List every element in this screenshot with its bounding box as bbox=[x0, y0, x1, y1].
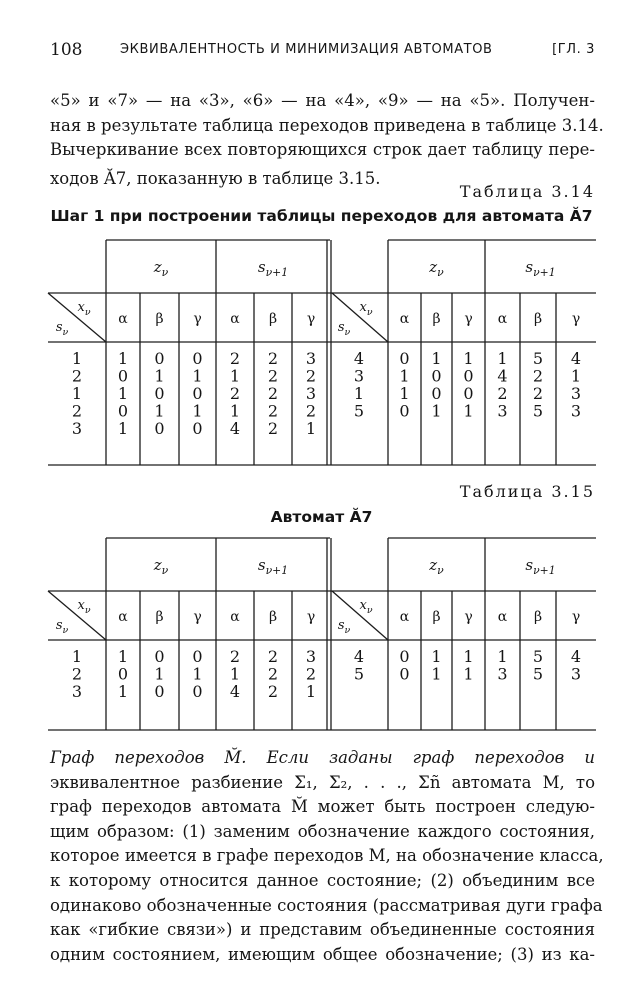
cell-next-state: 4 bbox=[229, 419, 241, 438]
cell-output: 1 bbox=[117, 682, 129, 701]
input-symbol: β bbox=[155, 311, 164, 327]
cell-output: 1 bbox=[431, 349, 442, 368]
header-output: $z_\nu$ bbox=[153, 258, 169, 279]
cell-state: 3 bbox=[71, 419, 83, 438]
cell-output: 0 bbox=[463, 366, 474, 386]
cell-next-state: 2 bbox=[267, 419, 279, 438]
cell-output: 1 bbox=[399, 384, 410, 403]
text-line: «5» и «7» — на «3», «6» — на «4», «9» — на «5». Получен- bbox=[50, 91, 595, 110]
cell-output: 1 bbox=[463, 647, 474, 666]
header-output: $z_\nu$ bbox=[153, 556, 169, 577]
header-next-state: $s_{\nu+1}$ bbox=[257, 556, 289, 577]
cell-output: 1 bbox=[463, 401, 474, 421]
cell-state: 2 bbox=[71, 401, 83, 421]
corner-label-state: $s_\nu$ bbox=[337, 618, 351, 636]
header-output: $z_\nu$ bbox=[429, 258, 444, 279]
input-symbol: β bbox=[432, 311, 441, 327]
input-symbol: γ bbox=[193, 609, 202, 625]
cell-next-state: 3 bbox=[497, 664, 508, 684]
cell-output: 1 bbox=[463, 664, 474, 684]
cell-state: 1 bbox=[71, 384, 83, 403]
cell-next-state: 3 bbox=[305, 384, 317, 403]
cell-output: 0 bbox=[117, 366, 129, 386]
input-symbol: γ bbox=[306, 311, 316, 327]
cell-output: 1 bbox=[192, 366, 203, 386]
cell-output: 1 bbox=[399, 366, 410, 386]
cell-output: 1 bbox=[117, 349, 129, 368]
cell-state: 1 bbox=[71, 647, 83, 666]
cell-next-state: 5 bbox=[532, 349, 544, 368]
cell-output: 1 bbox=[431, 647, 442, 666]
cell-next-state: 2 bbox=[229, 647, 241, 666]
table-caption: Таблица 3.14 bbox=[459, 182, 595, 201]
cell-next-state: 1 bbox=[570, 366, 582, 386]
text-line: щим образом: (1) заменим обозначение каждого состояния, bbox=[50, 821, 595, 841]
cell-output: 0 bbox=[399, 349, 410, 368]
intro-paragraph bbox=[50, 89, 604, 191]
cell-output: 0 bbox=[192, 647, 203, 666]
cell-output: 1 bbox=[117, 647, 129, 666]
cell-output: 0 bbox=[431, 366, 442, 386]
cell-state: 3 bbox=[71, 682, 83, 701]
cell-output: 0 bbox=[399, 664, 410, 684]
cell-output: 0 bbox=[192, 419, 203, 438]
input-symbol: α bbox=[497, 311, 508, 327]
cell-next-state: 1 bbox=[229, 366, 241, 386]
cell-output: 0 bbox=[192, 384, 203, 403]
text-line bbox=[50, 746, 595, 771]
input-symbol: α bbox=[118, 311, 128, 327]
corner-label-input: $x_\nu$ bbox=[359, 300, 373, 318]
cell-output: 0 bbox=[399, 647, 410, 666]
input-symbol: γ bbox=[464, 311, 473, 327]
text-line: как «гибкие связи») и представим объединенные состояния bbox=[50, 920, 595, 940]
table-title: Шаг 1 при построении таблицы переходов для автомата Ă7 bbox=[50, 207, 593, 225]
table-caption: Таблица 3.15 bbox=[459, 482, 595, 501]
corner-label-input: $x_\nu$ bbox=[359, 598, 373, 616]
cell-next-state: 2 bbox=[267, 401, 279, 421]
text-line: граф переходов автомата M̆ может быть построен следую- bbox=[50, 797, 595, 817]
input-symbol: α bbox=[399, 311, 410, 327]
cell-next-state: 4 bbox=[497, 366, 508, 386]
input-symbol: β bbox=[268, 609, 278, 625]
header-next-state: $s_{\nu+1}$ bbox=[257, 258, 289, 279]
input-symbol: α bbox=[230, 609, 240, 625]
text-line: которое имеется в графе переходов M, на обозначение класса, bbox=[50, 846, 604, 866]
header-next-state: $s_{\nu+1}$ bbox=[525, 556, 556, 577]
transition-table-3-14 bbox=[0, 230, 643, 470]
page-number: 108 bbox=[50, 40, 83, 60]
cell-state: 5 bbox=[353, 401, 365, 421]
cell-next-state: 2 bbox=[305, 664, 317, 684]
input-symbol: γ bbox=[571, 609, 581, 625]
transition-table-3-15 bbox=[0, 530, 643, 740]
cell-state: 5 bbox=[353, 664, 365, 684]
cell-output: 1 bbox=[431, 401, 442, 421]
cell-output: 0 bbox=[431, 384, 442, 403]
cell-next-state: 2 bbox=[267, 647, 279, 666]
cell-next-state: 2 bbox=[305, 366, 317, 386]
cell-next-state: 1 bbox=[497, 349, 508, 368]
cell-output: 0 bbox=[463, 384, 474, 403]
header-output: $z_\nu$ bbox=[429, 556, 444, 577]
cell-next-state: 4 bbox=[229, 682, 241, 701]
cell-output: 0 bbox=[117, 664, 129, 684]
cell-next-state: 3 bbox=[570, 401, 582, 421]
text-line: ходов Ă7, показанную в таблице 3.15. bbox=[50, 168, 381, 188]
cell-state: 3 bbox=[353, 366, 365, 386]
cell-state: 4 bbox=[353, 349, 365, 368]
cell-output: 1 bbox=[154, 664, 165, 684]
input-symbol: γ bbox=[571, 311, 581, 327]
corner-label-input: $x_\nu$ bbox=[77, 598, 91, 616]
corner-label-input: $x_\nu$ bbox=[77, 300, 91, 318]
cell-next-state: 4 bbox=[570, 647, 582, 666]
cell-state: 2 bbox=[71, 664, 83, 684]
cell-next-state: 3 bbox=[570, 384, 582, 403]
cell-next-state: 5 bbox=[532, 664, 544, 684]
cell-output: 1 bbox=[192, 664, 203, 684]
cell-next-state: 2 bbox=[267, 664, 279, 684]
cell-output: 1 bbox=[463, 349, 474, 368]
input-symbol: α bbox=[399, 609, 410, 625]
corner-label-state: $s_\nu$ bbox=[55, 320, 69, 338]
cell-output: 0 bbox=[117, 401, 129, 421]
input-symbol: β bbox=[155, 609, 164, 625]
cell-output: 1 bbox=[192, 401, 203, 421]
input-symbol: α bbox=[230, 311, 240, 327]
cell-output: 1 bbox=[154, 366, 165, 386]
input-symbol: β bbox=[533, 609, 543, 625]
input-symbol: β bbox=[268, 311, 278, 327]
cell-output: 0 bbox=[192, 682, 203, 701]
cell-next-state: 1 bbox=[305, 419, 317, 438]
cell-next-state: 4 bbox=[570, 349, 582, 368]
text-line: ная в результате таблица переходов приведена в таблице 3.14. bbox=[50, 115, 604, 135]
cell-output: 1 bbox=[431, 664, 442, 684]
input-symbol: γ bbox=[464, 609, 473, 625]
input-symbol: γ bbox=[306, 609, 316, 625]
cell-next-state: 2 bbox=[267, 366, 279, 386]
cell-output: 0 bbox=[154, 682, 165, 701]
text-line: одинаково обозначенные состояния (рассматривая дуги графа bbox=[50, 895, 603, 915]
cell-next-state: 1 bbox=[229, 664, 241, 684]
cell-next-state: 2 bbox=[229, 349, 241, 368]
cell-next-state: 2 bbox=[267, 682, 279, 701]
cell-output: 0 bbox=[154, 384, 165, 403]
input-symbol: α bbox=[118, 609, 128, 625]
cell-state: 2 bbox=[71, 366, 83, 386]
text-line: Вычеркивание всех повторяющихся строк дает таблицу пере- bbox=[50, 140, 595, 160]
cell-next-state: 3 bbox=[305, 647, 317, 666]
cell-next-state: 1 bbox=[497, 647, 508, 666]
corner-label-state: $s_\nu$ bbox=[337, 320, 351, 338]
input-symbol: α bbox=[497, 609, 508, 625]
cell-next-state: 3 bbox=[305, 349, 317, 368]
cell-next-state: 3 bbox=[497, 401, 508, 421]
cell-output: 0 bbox=[154, 419, 165, 438]
cell-next-state: 2 bbox=[532, 366, 544, 386]
cell-state: 1 bbox=[71, 349, 83, 368]
section-heading: Граф переходов M̆. Если заданы граф переходов и bbox=[50, 748, 595, 767]
input-symbol: β bbox=[432, 609, 441, 625]
cell-output: 0 bbox=[154, 349, 165, 368]
cell-output: 0 bbox=[399, 401, 410, 421]
chapter-marker: [ГЛ. 3 bbox=[552, 42, 595, 57]
running-title: ЭКВИВАЛЕНТНОСТЬ И МИНИМИЗАЦИЯ АВТОМАТОВ bbox=[120, 42, 493, 57]
cell-state: 1 bbox=[353, 384, 365, 403]
cell-output: 1 bbox=[117, 384, 129, 403]
cell-next-state: 2 bbox=[267, 349, 279, 368]
text-line: к которому относится данное состояние; (2) объединим все bbox=[50, 870, 595, 890]
body-paragraph bbox=[50, 746, 604, 967]
input-symbol: β bbox=[533, 311, 543, 327]
running-header bbox=[50, 40, 595, 62]
cell-next-state: 1 bbox=[305, 682, 317, 701]
cell-output: 0 bbox=[154, 647, 165, 666]
cell-state: 4 bbox=[353, 647, 365, 666]
input-symbol: γ bbox=[193, 311, 202, 327]
cell-next-state: 1 bbox=[229, 401, 241, 421]
text-line: эквивалентное разбиение Σ₁, Σ₂, . . ., Σñ автомата M, то bbox=[50, 772, 595, 792]
cell-output: 1 bbox=[154, 401, 165, 421]
cell-next-state: 2 bbox=[267, 384, 279, 403]
cell-next-state: 2 bbox=[532, 384, 544, 403]
cell-next-state: 3 bbox=[570, 664, 582, 684]
cell-next-state: 2 bbox=[305, 401, 317, 421]
cell-output: 0 bbox=[192, 349, 203, 368]
text-line: одним состоянием, имеющим общее обозначение; (3) из ка- bbox=[50, 944, 595, 964]
table-title: Автомат Ă7 bbox=[270, 508, 373, 526]
corner-label-state: $s_\nu$ bbox=[55, 618, 69, 636]
header-next-state: $s_{\nu+1}$ bbox=[525, 258, 556, 279]
cell-next-state: 5 bbox=[532, 401, 544, 421]
cell-output: 1 bbox=[117, 419, 129, 438]
cell-next-state: 2 bbox=[497, 384, 508, 403]
cell-next-state: 2 bbox=[229, 384, 241, 403]
cell-next-state: 5 bbox=[532, 647, 544, 666]
